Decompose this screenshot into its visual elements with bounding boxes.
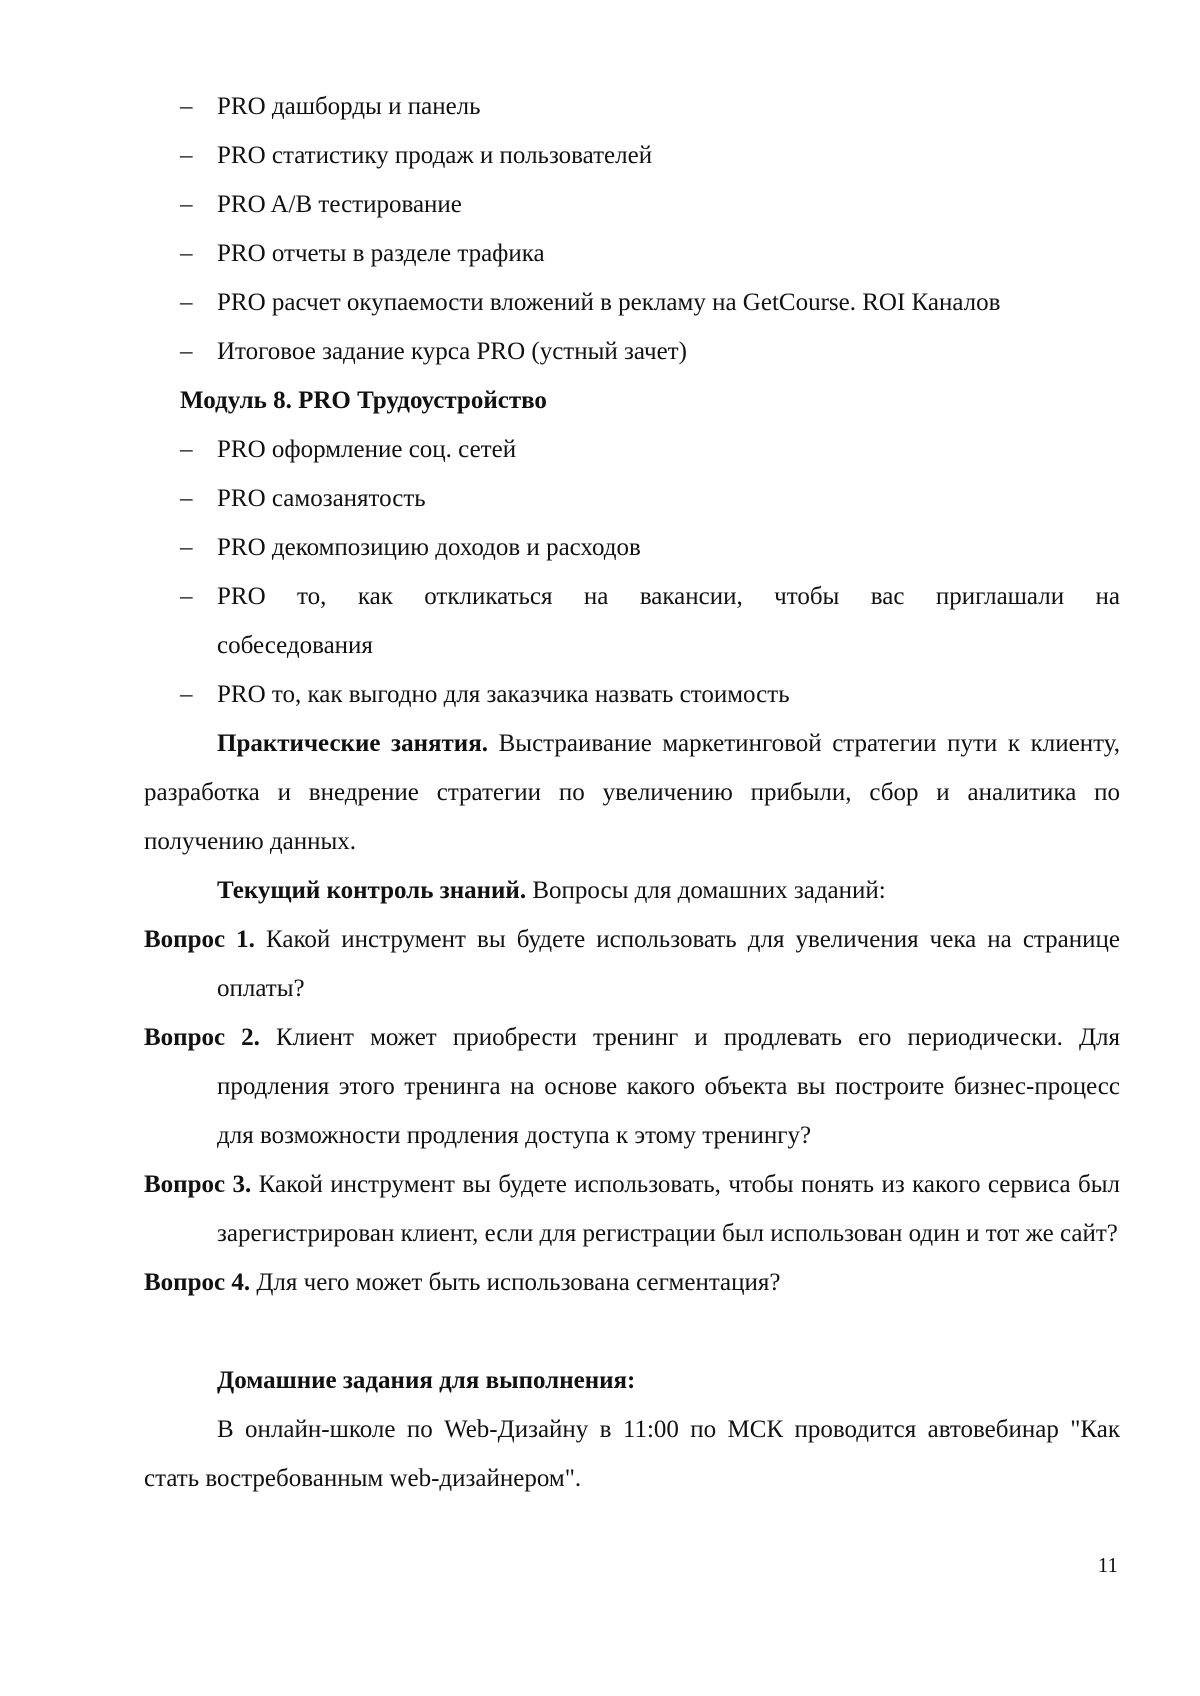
list-item: – PRO статистику продаж и пользователей (180, 142, 653, 169)
control-label: Текущий контроль знаний. (217, 877, 527, 904)
list-item: – PRO то, как откликаться на вакансии, чтобы вас приглашали на (180, 583, 1120, 610)
list-item: – PRO самозанятость (180, 485, 426, 512)
practice-label: Практические занятия. (217, 730, 488, 757)
question-4: Вопрос 4. Для чего может быть использована сегментация? (144, 1269, 781, 1296)
list-item: – PRO дашборды и панель (180, 93, 481, 120)
question-1: Вопрос 1. Какой инструмент вы будете использовать для увеличения чека на странице оплаты? (144, 926, 1120, 1002)
practice-paragraph (144, 719, 1120, 866)
list-item-continuation: собеседования (217, 632, 373, 659)
question-3: Вопрос 3. Какой инструмент вы будете использовать, чтобы понять из какого сервиса был зарегистрирован клиент, если для регистрации был использован один и тот же сайт? (144, 1171, 1120, 1247)
practice-text: Выстраивание маркетинговой стратегии пути к клиенту, разработка и внедрение стратегии по увеличению прибыли, сбор и аналитика по получению данных. (144, 730, 1120, 855)
control-paragraph (144, 866, 1120, 915)
homework-heading: Домашние задания для выполнения: (217, 1367, 636, 1394)
list-item: – PRO расчет окупаемости вложений в рекламу на GetCourse. ROI Каналов (180, 289, 1001, 316)
page-content (144, 82, 1120, 1503)
control-text: Вопросы для домашних заданий: (526, 877, 886, 904)
module-heading: Модуль 8. PRO Трудоустройство (180, 387, 547, 414)
list-item: – Итоговое задание курса PRO (устный зачет) (180, 338, 687, 365)
spacer (144, 1307, 1120, 1356)
list-item: – PRO оформление соц. сетей (180, 436, 517, 463)
list-item: – PRO то, как выгодно для заказчика назвать стоимость (180, 681, 790, 708)
homework-paragraph: В онлайн-школе по Web-Дизайну в 11:00 по МСК проводится автовебинар "Как стать востребованным web-дизайнером". (144, 1416, 1120, 1492)
list-item: – PRO отчеты в разделе трафика (180, 240, 545, 267)
list-item: – PRO A/B тестирование (180, 191, 462, 218)
question-2: Вопрос 2. Клиент может приобрести тренинг и продлевать его периодически. Для продления этого тренинга на основе какого объекта вы построите бизнес-процесс для возможности продления доступа к этому тренингу? (144, 1024, 1120, 1149)
page-number: 11 (1097, 1553, 1118, 1577)
list-item: – PRO декомпозицию доходов и расходов (180, 534, 641, 561)
